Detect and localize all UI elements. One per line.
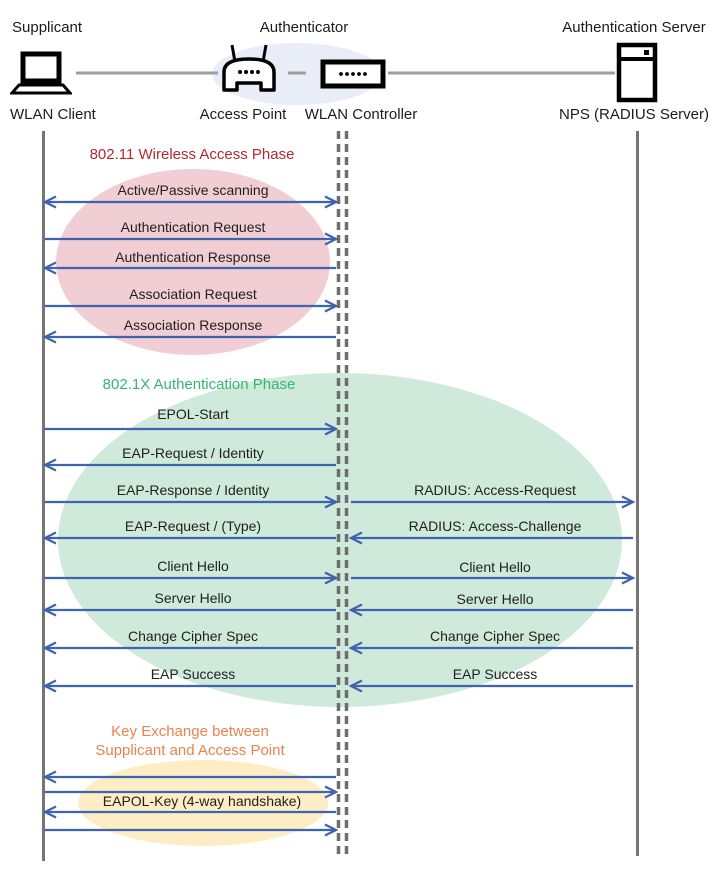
message-arrow — [45, 681, 336, 692]
access-point-icon — [219, 42, 279, 94]
message-arrow — [351, 681, 633, 692]
message-label: Association Request — [129, 286, 257, 302]
phase-title-80211-wireless-access: 802.11 Wireless Access Phase — [89, 146, 295, 163]
message-arrow — [45, 533, 336, 544]
phase-title-key-exchange-line1: Key Exchange between — [111, 723, 269, 740]
role-label-supplicant: Supplicant — [12, 19, 83, 36]
message-arrow — [45, 497, 336, 508]
message-label: EAP-Request / (Type) — [124, 518, 262, 534]
message-label: EAP Success — [150, 666, 236, 682]
message-arrow — [45, 772, 336, 783]
message-label: EPOL-Start — [157, 406, 229, 422]
message-arrow — [45, 573, 336, 584]
message-label: Change Cipher Spec — [128, 628, 258, 644]
message-label: RADIUS: Access-Request — [414, 482, 576, 498]
message-label: Authentication Request — [120, 219, 266, 235]
message-label: EAP Success — [452, 666, 538, 682]
message-arrow — [351, 497, 633, 508]
message-label: Authentication Response — [115, 249, 271, 265]
message-arrow — [351, 643, 633, 654]
message-arrow — [45, 234, 336, 245]
phase-title-key-exchange-line2: Supplicant and Access Point — [95, 742, 285, 759]
message-label: EAP-Request / Identity — [122, 445, 264, 461]
phase-title-8021x-authentication: 802.1X Authentication Phase — [102, 376, 296, 393]
message-arrow — [45, 643, 336, 654]
phase-title-key-exchange — [95, 722, 284, 760]
message-arrow — [351, 533, 633, 544]
message-label: Active/Passive scanning — [117, 182, 269, 198]
message-label: EAPOL-Key (4-way handshake) — [102, 793, 302, 809]
message-label: Server Hello — [456, 591, 534, 607]
message-label: EAP-Response / Identity — [116, 482, 270, 498]
device-label-access-point: Access Point — [199, 106, 287, 123]
message-arrow — [45, 424, 336, 435]
device-label-wlan-controller: WLAN Controller — [304, 106, 418, 123]
message-label: Server Hello — [154, 590, 232, 606]
message-arrow — [45, 332, 336, 343]
message-arrow — [45, 460, 336, 471]
message-label: Association Response — [123, 317, 263, 333]
device-label-wlan-client: WLAN Client — [10, 106, 96, 123]
message-arrow — [45, 605, 336, 616]
network-controller-icon — [320, 59, 386, 89]
message-label: Client Hello — [157, 558, 229, 574]
message-arrow — [45, 301, 336, 312]
device-label-nps-radius-server: NPS (RADIUS Server) — [558, 106, 710, 123]
message-label: Client Hello — [459, 559, 531, 575]
role-label-authentication-server: Authentication Server — [562, 19, 706, 36]
message-label: Change Cipher Spec — [430, 628, 560, 644]
message-label: RADIUS: Access-Challenge — [408, 518, 582, 534]
server-icon — [616, 42, 658, 103]
message-arrow — [45, 197, 336, 208]
role-label-authenticator: Authenticator — [259, 19, 349, 36]
laptop-icon — [10, 50, 72, 96]
message-arrow — [45, 825, 336, 836]
